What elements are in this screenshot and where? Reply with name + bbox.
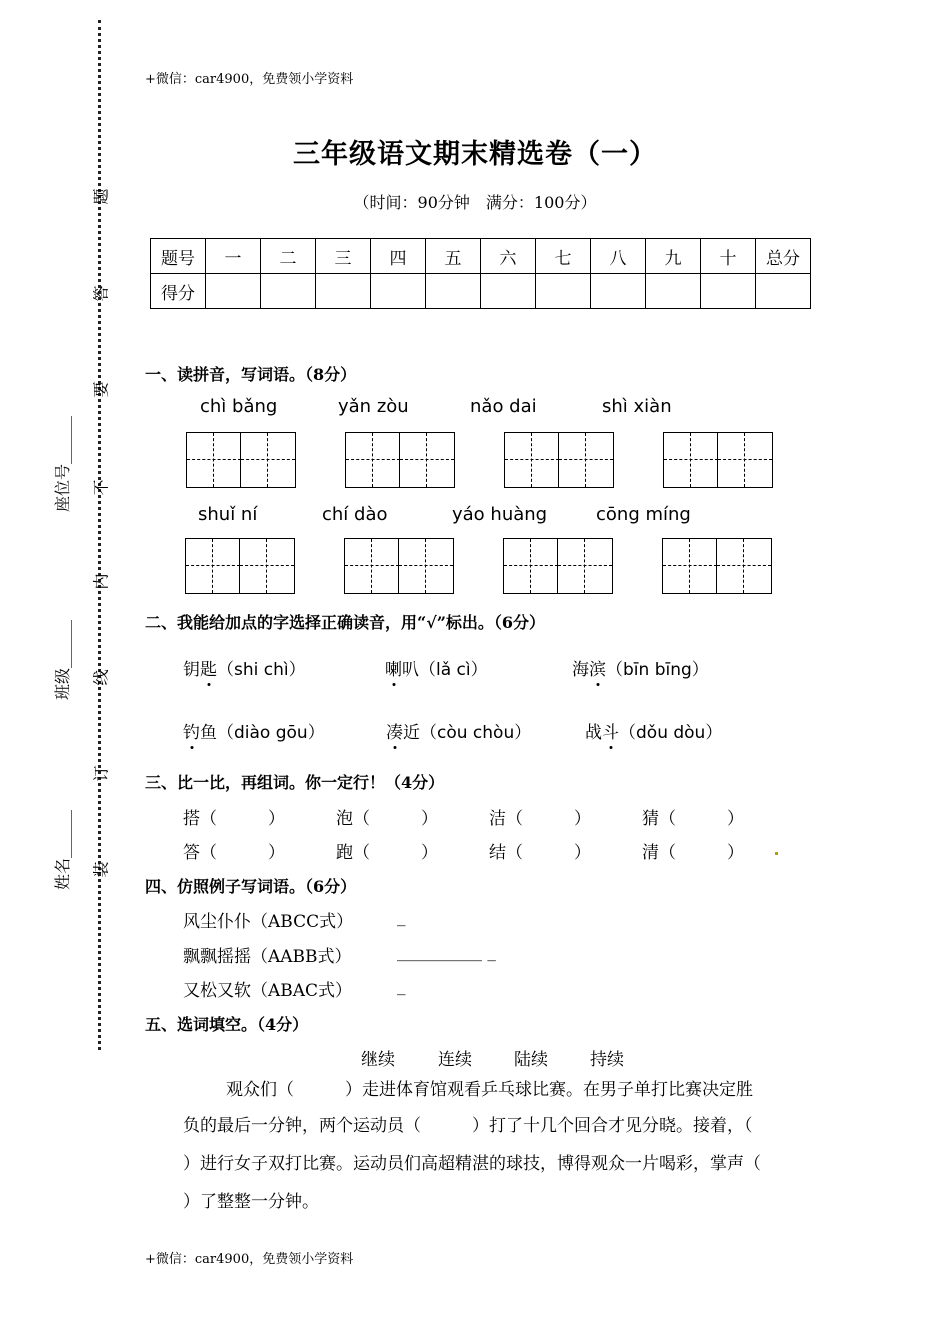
class-field[interactable]: 班级______ bbox=[53, 619, 72, 700]
pinyin-label: chí dào bbox=[322, 504, 388, 525]
binding-dotted-line bbox=[98, 20, 101, 1050]
example-word: 飘飘摇摇（AABB式） bbox=[183, 947, 352, 967]
seat-number-field[interactable]: 座位号______ bbox=[53, 415, 72, 512]
score-input-cell[interactable] bbox=[426, 274, 481, 309]
margin-char: 装 bbox=[91, 861, 111, 878]
pronunciation-item[interactable]: 喇叭（lǎ cì） bbox=[385, 660, 488, 680]
pinyin-label: yǎn zòu bbox=[338, 396, 409, 417]
pinyin-label: yáo huàng bbox=[452, 504, 548, 525]
pinyin-label: chì bǎng bbox=[200, 396, 278, 417]
footer-note: +微信：car4900，免费领小学资料 bbox=[145, 1252, 354, 1267]
writing-box[interactable] bbox=[344, 538, 454, 594]
score-input-cell[interactable] bbox=[261, 274, 316, 309]
table-cell: 二 bbox=[261, 239, 316, 274]
margin-char: 答 bbox=[91, 285, 111, 302]
name-field[interactable]: 姓名______ bbox=[53, 809, 72, 890]
section-5-title: 五、选词填空。（4分） bbox=[145, 1015, 309, 1034]
writing-box[interactable] bbox=[186, 432, 296, 488]
stray-mark bbox=[775, 852, 778, 855]
pronunciation-item[interactable]: 凑近（còu chòu） bbox=[386, 723, 532, 743]
passage-line: 负的最后一分钟，两个运动员（ ）打了十几个回合才见分晓。接着，（ bbox=[183, 1116, 753, 1136]
example-word: 风尘仆仆（ABCC式） bbox=[183, 912, 354, 932]
word-group-item[interactable]: 洁（ ） bbox=[489, 809, 591, 829]
pronunciation-item[interactable]: 海滨（bīn bīng） bbox=[572, 660, 709, 680]
word-group-item[interactable]: 答（ ） bbox=[183, 843, 285, 863]
table-cell: 八 bbox=[591, 239, 646, 274]
pronunciation-item[interactable]: 战斗（dǒu dòu） bbox=[585, 723, 723, 743]
pinyin-label: shuǐ ní bbox=[198, 504, 258, 525]
table-cell: 五 bbox=[426, 239, 481, 274]
table-cell: 九 bbox=[646, 239, 701, 274]
word-group-item[interactable]: 猜（ ） bbox=[642, 809, 744, 829]
word-choice: 继续 bbox=[361, 1050, 395, 1070]
table-cell: 四 bbox=[371, 239, 426, 274]
pinyin-label: shì xiàn bbox=[602, 396, 672, 417]
table-cell: 一 bbox=[206, 239, 261, 274]
score-table-score-row bbox=[151, 274, 811, 309]
table-cell: 七 bbox=[536, 239, 591, 274]
answer-blank[interactable]: _ bbox=[397, 907, 406, 927]
word-group-item[interactable]: 泡（ ） bbox=[336, 809, 438, 829]
header-note: +微信：car4900，免费领小学资料 bbox=[145, 72, 354, 87]
section-4-title: 四、仿照例子写词语。（6分） bbox=[145, 877, 357, 896]
passage-line: ）了整整一分钟。 bbox=[183, 1192, 319, 1212]
margin-char: 订 bbox=[91, 765, 111, 782]
score-input-cell[interactable] bbox=[756, 274, 811, 309]
example-word: 又松又软（ABAC式） bbox=[183, 981, 353, 1001]
section-2-title: 二、我能给加点的字选择正确读音，用“√”标出。（6分） bbox=[145, 613, 546, 632]
table-cell: 题号 bbox=[151, 239, 206, 274]
score-input-cell[interactable] bbox=[206, 274, 261, 309]
writing-box[interactable] bbox=[503, 538, 613, 594]
table-cell: 得分 bbox=[151, 274, 206, 309]
section-1-title: 一、读拼音，写词语。（8分） bbox=[145, 365, 357, 384]
page-title: 三年级语文期末精选卷（一） bbox=[293, 139, 657, 170]
writing-box[interactable] bbox=[663, 432, 773, 488]
margin-char: 不 bbox=[91, 479, 111, 496]
section-3-title: 三、比一比，再组词。你一定行！（4分） bbox=[145, 773, 445, 792]
passage-line: 观众们（ ）走进体育馆观看乒乓球比赛。在男子单打比赛决定胜 bbox=[226, 1080, 753, 1100]
table-cell: 十 bbox=[701, 239, 756, 274]
table-cell: 六 bbox=[481, 239, 536, 274]
score-input-cell[interactable] bbox=[536, 274, 591, 309]
answer-blank[interactable]: __________ _ bbox=[397, 942, 496, 962]
score-input-cell[interactable] bbox=[646, 274, 701, 309]
pronunciation-item[interactable]: 钥匙（shi chì） bbox=[183, 660, 306, 680]
table-cell: 总分 bbox=[756, 239, 811, 274]
score-input-cell[interactable] bbox=[371, 274, 426, 309]
writing-box[interactable] bbox=[345, 432, 455, 488]
word-group-item[interactable]: 跑（ ） bbox=[336, 843, 438, 863]
word-group-item[interactable]: 搭（ ） bbox=[183, 809, 285, 829]
page-subtitle: （时间：90分钟 满分：100分） bbox=[353, 193, 597, 212]
score-input-cell[interactable] bbox=[316, 274, 371, 309]
score-input-cell[interactable] bbox=[591, 274, 646, 309]
score-input-cell[interactable] bbox=[481, 274, 536, 309]
writing-box[interactable] bbox=[504, 432, 614, 488]
pinyin-label: cōng míng bbox=[596, 504, 691, 525]
word-choice: 持续 bbox=[590, 1050, 624, 1070]
margin-char: 题 bbox=[91, 188, 111, 205]
margin-char: 内 bbox=[91, 573, 111, 590]
passage-line: ）进行女子双打比赛。运动员们高超精湛的球技，博得观众一片喝彩，掌声（ bbox=[183, 1154, 761, 1174]
pinyin-label: nǎo dai bbox=[470, 396, 537, 417]
word-choice: 陆续 bbox=[514, 1050, 548, 1070]
word-choice: 连续 bbox=[438, 1050, 472, 1070]
word-group-item[interactable]: 清（ ） bbox=[642, 843, 744, 863]
pronunciation-item[interactable]: 钓鱼（diào gōu） bbox=[183, 723, 325, 743]
margin-char: 线 bbox=[91, 669, 111, 686]
word-group-item[interactable]: 结（ ） bbox=[489, 843, 591, 863]
writing-box[interactable] bbox=[662, 538, 772, 594]
margin-char: 要 bbox=[91, 381, 111, 398]
answer-blank[interactable]: _ bbox=[397, 976, 406, 996]
writing-box[interactable] bbox=[185, 538, 295, 594]
score-input-cell[interactable] bbox=[701, 274, 756, 309]
score-table bbox=[150, 238, 811, 309]
score-table-header-row bbox=[151, 239, 811, 274]
table-cell: 三 bbox=[316, 239, 371, 274]
